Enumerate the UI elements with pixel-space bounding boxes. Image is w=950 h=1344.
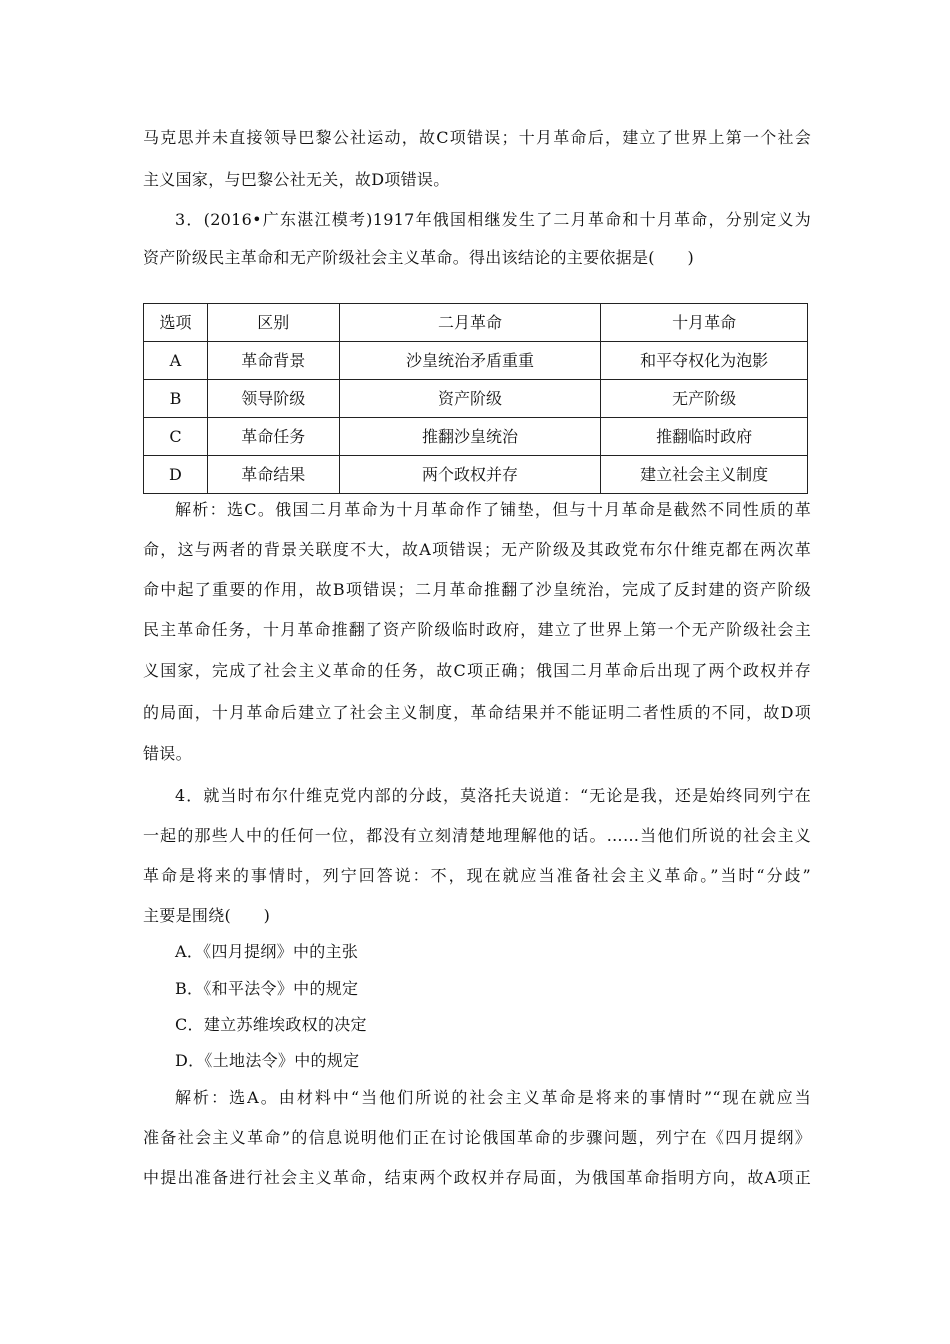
table-header-cell: 选项 [144, 304, 208, 342]
table-header-cell: 区别 [207, 304, 339, 342]
question-4-stem: 4．就当时布尔什维克党内部的分歧，莫洛托夫说道：“无论是我，还是始终同列宁在 [175, 786, 811, 805]
table-cell: C [144, 418, 208, 456]
analysis-3-line: 的局面，十月革命后建立了社会主义制度，革命结果并不能证明二者性质的不同，故D项 [143, 703, 811, 722]
question-4-stem: 主要是围绕( ) [143, 906, 271, 925]
question-3-stem: 资产阶级民主革命和无产阶级社会主义革命。得出该结论的主要依据是( ) [143, 248, 694, 267]
table-row [144, 342, 808, 380]
table-header-row [144, 304, 808, 342]
text-line: 主义国家，与巴黎公社无关，故D项错误。 [143, 170, 450, 189]
table-row [144, 456, 808, 494]
option-d: D．《土地法令》中的规定 [175, 1051, 360, 1070]
table-header-cell: 二月革命 [339, 304, 601, 342]
table-header-cell: 十月革命 [601, 304, 808, 342]
option-c: C．建立苏维埃政权的决定 [175, 1015, 367, 1034]
table-cell: 革命背景 [207, 342, 339, 380]
option-a: A．《四月提纲》中的主张 [175, 942, 359, 961]
text-line: 马克思并未直接领导巴黎公社运动，故C项错误；十月革命后，建立了世界上第一个社会 [143, 128, 811, 147]
table-row [144, 418, 808, 456]
analysis-3-line: 解析：选C。俄国二月革命为十月革命作了铺垫，但与十月革命是截然不同性质的革 [175, 500, 811, 519]
table-cell: B [144, 380, 208, 418]
table-cell: 革命结果 [207, 456, 339, 494]
table-cell: 推翻沙皇统治 [339, 418, 601, 456]
option-b: B．《和平法令》中的规定 [175, 979, 359, 998]
analysis-3-line: 命中起了重要的作用，故B项错误；二月革命推翻了沙皇统治，完成了反封建的资产阶级 [143, 580, 811, 599]
table-cell: 建立社会主义制度 [601, 456, 808, 494]
table-cell: 和平夺权化为泡影 [601, 342, 808, 380]
analysis-4-line: 解析：选A。由材料中“当他们所说的社会主义革命是将来的事情时”“现在就应当 [175, 1088, 811, 1107]
analysis-3-line: 命，这与两者的背景关联度不大，故A项错误；无产阶级及其政党布尔什维克都在两次革 [143, 540, 811, 559]
table-cell: 推翻临时政府 [601, 418, 808, 456]
analysis-3-line: 义国家，完成了社会主义革命的任务，故C项正确；俄国二月革命后出现了两个政权并存 [143, 661, 811, 680]
table-row [144, 380, 808, 418]
comparison-table [143, 303, 808, 494]
table-cell: 领导阶级 [207, 380, 339, 418]
table-cell: D [144, 456, 208, 494]
analysis-3-line: 民主革命任务，十月革命推翻了资产阶级临时政府，建立了世界上第一个无产阶级社会主 [143, 620, 811, 639]
table-cell: 革命任务 [207, 418, 339, 456]
analysis-3-line: 错误。 [143, 744, 192, 763]
table-cell: A [144, 342, 208, 380]
table-cell: 无产阶级 [601, 380, 808, 418]
question-3-stem: 3．(2016•广东湛江模考)1917年俄国相继发生了二月革命和十月革命，分别定义为 [175, 210, 811, 229]
table-cell: 资产阶级 [339, 380, 601, 418]
analysis-4-line: 中提出准备进行社会主义革命，结束两个政权并存局面，为俄国革命指明方向，故A项正 [143, 1168, 811, 1187]
question-4-stem: 革命是将来的事情时，列宁回答说：不，现在就应当准备社会主义革命。”当时“分歧” [143, 866, 811, 885]
analysis-4-line: 准备社会主义革命”的信息说明他们正在讨论俄国革命的步骤问题，列宁在《四月提纲》 [143, 1128, 811, 1147]
table-cell: 两个政权并存 [339, 456, 601, 494]
table-cell: 沙皇统治矛盾重重 [339, 342, 601, 380]
question-4-stem: 一起的那些人中的任何一位，都没有立刻清楚地理解他的话。……当他们所说的社会主义 [143, 826, 811, 845]
